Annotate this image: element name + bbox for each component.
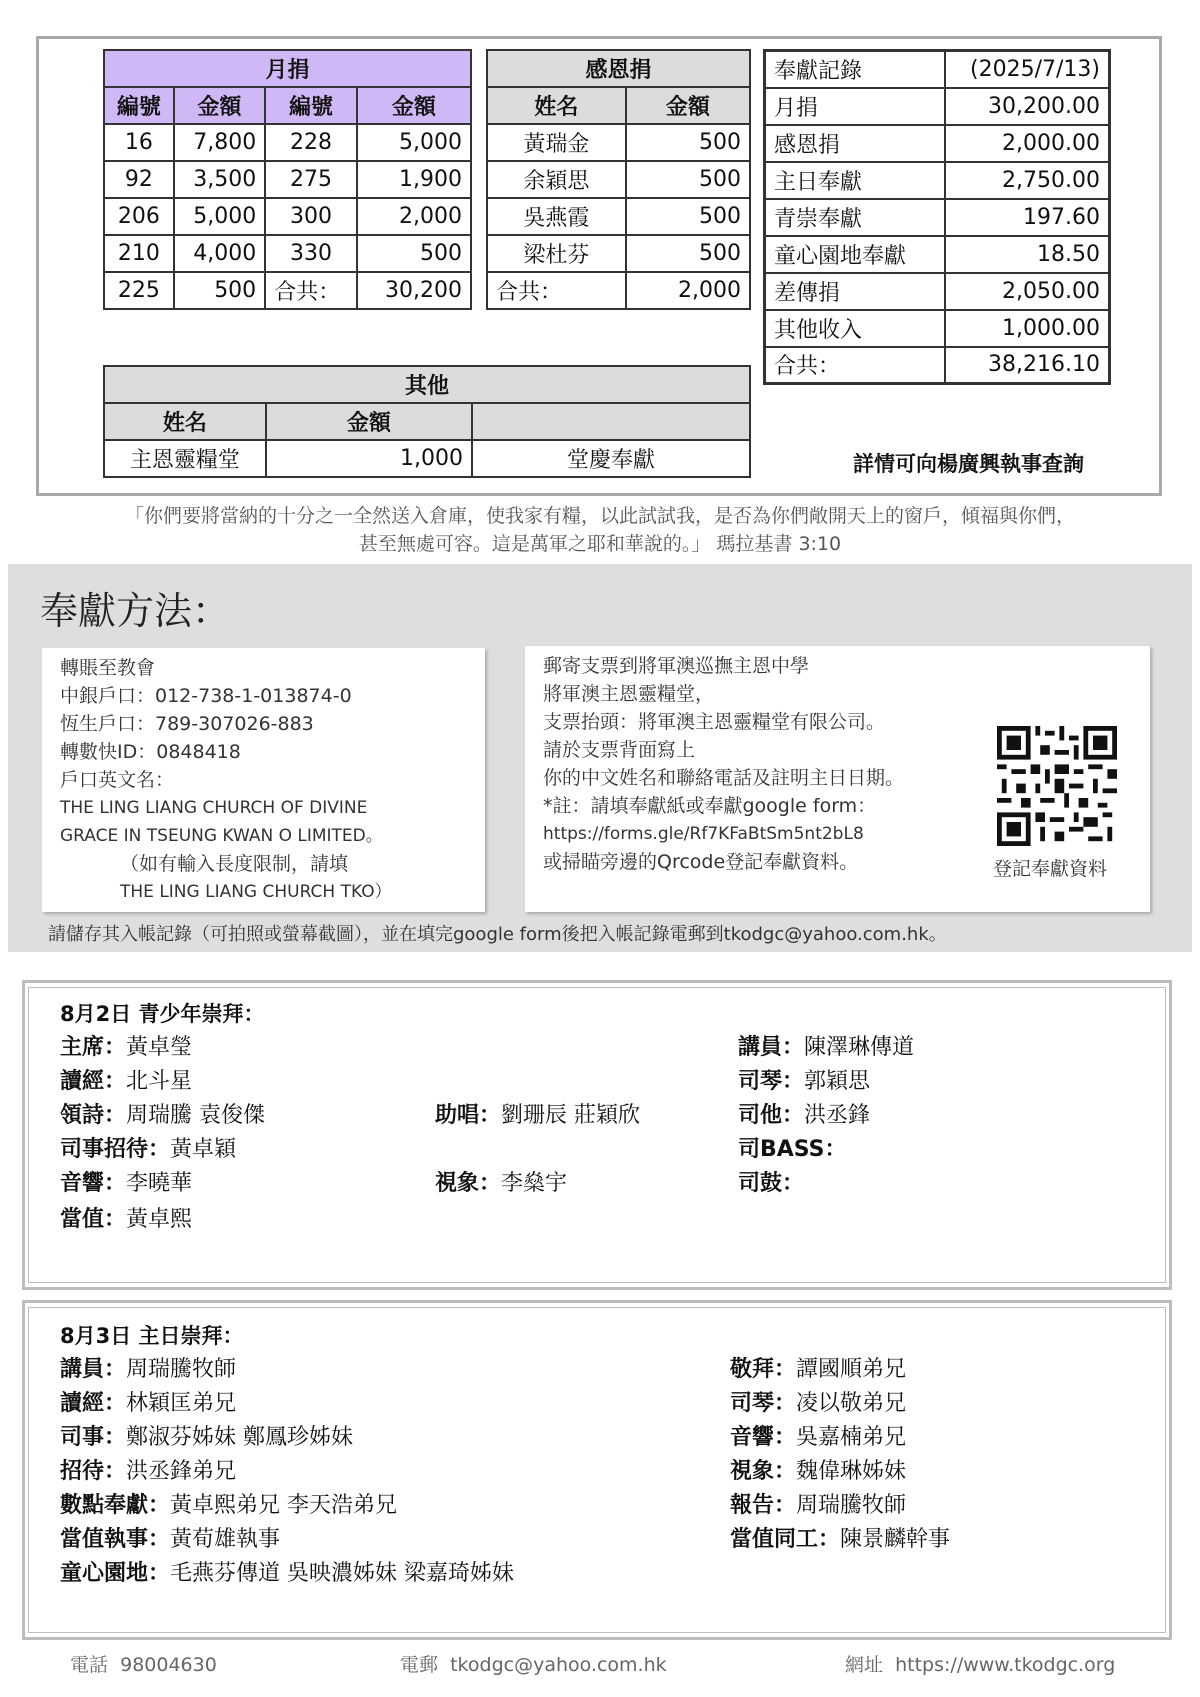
table-row [487,235,750,272]
inquiry-note: 詳情可向楊廣興執事查詢 [853,452,1084,476]
cell: 500 [626,161,750,198]
cell: 1,000 [266,440,472,477]
transfer-line: 轉賬至教會 [60,657,156,679]
cheque-card [525,646,1150,912]
transfer-line: THE LING LIANG CHURCH TKO） [120,882,392,902]
role-label: 司鼓： [738,1171,805,1196]
cell: 275 [265,161,357,198]
monthly-table [103,49,472,310]
cell: 余穎思 [487,161,626,198]
youth-chair [60,1030,192,1061]
sunday-worship [730,1352,906,1383]
cheque-lines [543,652,904,876]
cell: 500 [626,235,750,272]
role-label: 音響： [60,1171,127,1196]
record-date: (2025/7/13) [945,51,1110,88]
cell: 其他收入 [765,310,945,347]
role-label: 司琴： [738,1069,805,1094]
qr-caption: 登記奉獻資料 [993,858,1108,880]
youth-duty [60,1202,192,1233]
qr-code-icon[interactable] [997,726,1117,846]
total-label: 合共： [765,347,945,384]
youth-service-title: 8月2日 青少年崇拜： [60,1002,265,1026]
table-row [104,198,471,235]
table-row [104,235,471,272]
sunday-count [60,1488,397,1519]
table-row [765,310,1110,347]
cell: 2,000 [357,198,471,235]
total-label: 合共： [265,272,357,309]
role-value: 郭穎思 [804,1069,871,1094]
youth-piano [738,1064,870,1095]
cell: 感恩捐 [765,125,945,162]
role-label: 講員： [60,1357,127,1382]
sunday-speaker [60,1352,236,1383]
cell: 500 [626,124,750,161]
other-title: 其他 [104,366,750,403]
table-row [765,162,1110,199]
other-header [472,403,750,440]
role-label: 敬拜： [730,1357,797,1382]
role-value: 北斗星 [126,1069,193,1094]
web-link[interactable]: https://www.tkodgc.org [895,1654,1116,1676]
cheque-line: 請於支票背面寫上 [543,739,696,761]
cell: 梁杜芬 [487,235,626,272]
cell: 210 [104,235,174,272]
role-label: 數點奉獻： [60,1493,171,1518]
youth-bass [738,1132,847,1163]
role-label: 讀經： [60,1069,127,1094]
table-row [765,199,1110,236]
transfer-line: （如有輸入長度限制，請填 [120,853,349,875]
sunday-sound [730,1420,906,1451]
cell: 500 [357,235,471,272]
role-value: 凌以敬弟兄 [796,1391,907,1416]
cell: 4,000 [174,235,266,272]
table-row [104,124,471,161]
cell: 吳燕霞 [487,198,626,235]
role-value: 鄭淑芬姊妹 鄭鳳珍姊妹 [126,1425,354,1450]
table-row [104,440,750,477]
role-label: 視象： [730,1459,797,1484]
sunday-deacon [60,1522,280,1553]
cell: 206 [104,198,174,235]
role-value: 黃卓熙弟兄 李天浩弟兄 [170,1493,398,1518]
role-value: 黃卓穎 [170,1137,237,1162]
record-title: 奉獻記錄 [765,51,945,88]
role-label: 司事招待： [60,1137,171,1162]
role-value: 洪丞鋒弟兄 [126,1459,237,1484]
cheque-link[interactable]: https://forms.gle/Rf7KFaBtSm5nt2bL8 [543,824,864,844]
cell: 5,000 [174,198,266,235]
table-row [487,272,750,309]
cell: 197.60 [945,199,1110,236]
sunday-report [730,1488,906,1519]
other-header: 金額 [266,403,472,440]
role-value: 陳景麟幹事 [840,1527,951,1552]
sunday-staff [730,1522,950,1553]
thanks-title: 感恩捐 [487,50,750,87]
table-row [765,347,1110,384]
monthly-header: 編號 [104,87,174,124]
role-label: 主席： [60,1035,127,1060]
transfer-line: 戶口英文名： [60,769,175,791]
transfer-line: 中銀戶口：012-738-1-013874-0 [60,685,352,707]
cell: 堂慶奉獻 [472,440,750,477]
scripture-quote [40,502,1160,558]
role-label: 助唱： [435,1103,502,1128]
monthly-header: 金額 [174,87,266,124]
role-value: 吳嘉楠弟兄 [796,1425,907,1450]
role-label: 報告： [730,1493,797,1518]
cell: 主日奉獻 [765,162,945,199]
transfer-line: GRACE IN TSEUNG KWAN O LIMITED。 [60,826,383,846]
youth-drum [738,1166,804,1197]
transfer-line: THE LING LIANG CHURCH OF DIVINE [60,798,368,818]
other-header: 姓名 [104,403,266,440]
cell: 228 [265,124,357,161]
transfer-line: 轉數快ID：0848418 [60,741,241,763]
role-value: 李曉華 [126,1171,193,1196]
footer-phone [70,1650,217,1677]
total-value: 38,216.10 [945,347,1110,384]
table-row [104,161,471,198]
giving-note: 請儲存其入帳記錄（可拍照或螢幕截圖），並在填完google form後把入帳記錄電郵到tkodgc@yahoo.com.hk。 [48,924,947,945]
cell: 18.50 [945,236,1110,273]
role-label: 領詩： [60,1103,127,1128]
sunday-piano [730,1386,906,1417]
cell: 30,200.00 [945,88,1110,125]
role-label: 司BASS： [738,1137,847,1162]
role-label: 當值： [60,1207,127,1232]
cheque-line: 或掃瞄旁邊的Qrcode登記奉獻資料。 [543,851,859,873]
role-value: 洪丞鋒 [804,1103,871,1128]
cell: 3,500 [174,161,266,198]
cell: 1,000.00 [945,310,1110,347]
transfer-lines [60,654,392,906]
total-value: 30,200 [357,272,471,309]
role-value: 譚國順弟兄 [796,1357,907,1382]
sunday-steward [60,1420,353,1451]
quote-line: 「你們要將當納的十分之一全然送入倉庫，使我家有糧，以此試試我，是否為你們敞開天上的窗戶，傾福與你們， [124,505,1075,527]
table-row [765,88,1110,125]
cell: 2,750.00 [945,162,1110,199]
table-row [487,161,750,198]
role-value: 毛燕芬傳道 吳映濃姊妹 梁嘉琦姊妹 [170,1561,515,1586]
cell: 差傳捐 [765,273,945,310]
cell: 7,800 [174,124,266,161]
thanks-table [486,49,751,310]
table-row [487,124,750,161]
cell: 225 [104,272,174,309]
role-label: 音響： [730,1425,797,1450]
cell: 16 [104,124,174,161]
role-label: 童心園地： [60,1561,171,1586]
thanks-header: 金額 [626,87,750,124]
monthly-header: 編號 [265,87,357,124]
cell: 500 [174,272,266,309]
cheque-line: 郵寄支票到將軍澳巡撫主恩中學 [543,655,810,677]
table-row [765,273,1110,310]
cell: 2,000.00 [945,125,1110,162]
sunday-visual [730,1454,906,1485]
phone-label: 電話 [70,1654,109,1676]
role-label: 讀經： [60,1391,127,1416]
sunday-usher [60,1454,236,1485]
cheque-line: *註：請填奉獻紙或奉獻google form： [543,795,877,817]
monthly-header: 金額 [357,87,471,124]
transfer-line: 恆生戶口：789-307026-883 [60,713,314,735]
cheque-line: 將軍澳主恩靈糧堂， [543,683,715,705]
youth-sound [60,1166,192,1197]
role-value: 黃卓瑩 [126,1035,193,1060]
total-value: 2,000 [626,272,750,309]
youth-reading [60,1064,192,1095]
role-label: 當值執事： [60,1527,171,1552]
email-label: 電郵 [400,1654,439,1676]
transfer-card [42,648,485,912]
role-value: 林穎匡弟兄 [126,1391,237,1416]
role-label: 司琴： [730,1391,797,1416]
other-table [103,365,751,478]
youth-visual [435,1166,567,1197]
youth-guitar [738,1098,870,1129]
cell: 月捐 [765,88,945,125]
sunday-reading [60,1386,236,1417]
table-row [765,125,1110,162]
web-label: 網址 [845,1654,884,1676]
cheque-line: 你的中文姓名和聯絡電話及註明主日日期。 [543,767,905,789]
role-value: 黃卓熙 [126,1207,193,1232]
monthly-title: 月捐 [104,50,471,87]
table-row [487,198,750,235]
cell: 500 [626,198,750,235]
role-label: 司他： [738,1103,805,1128]
phone-value: 98004630 [120,1654,217,1676]
cheque-line: 支票抬頭：將軍澳主恩靈糧堂有限公司。 [543,711,886,733]
table-row [104,272,471,309]
youth-backup [435,1098,640,1129]
cell: 330 [265,235,357,272]
thanks-header: 姓名 [487,87,626,124]
footer-web [845,1650,1115,1677]
role-value: 周瑞騰牧師 [796,1493,907,1518]
role-value: 陳澤琳傳道 [804,1035,915,1060]
record-table [763,49,1111,385]
quote-line: 甚至無處可容。這是萬軍之耶和華說的。」 瑪拉基書 3:10 [358,533,842,555]
cell: 92 [104,161,174,198]
role-value: 李燊宇 [501,1171,568,1196]
email-link[interactable]: tkodgc@yahoo.com.hk [450,1654,667,1676]
cell: 主恩靈糧堂 [104,440,266,477]
role-label: 招待： [60,1459,127,1484]
role-value: 周瑞騰牧師 [126,1357,237,1382]
sunday-service-title: 8月3日 主日崇拜： [60,1324,244,1348]
youth-lead [60,1098,265,1129]
youth-usher [60,1132,236,1163]
role-value: 劉珊辰 莊穎欣 [501,1103,641,1128]
total-label: 合共： [487,272,626,309]
role-value: 黃荀雄執事 [170,1527,281,1552]
role-value: 魏偉琳姊妹 [796,1459,907,1484]
role-label: 司事： [60,1425,127,1450]
cell: 童心園地奉獻 [765,236,945,273]
footer-email [400,1650,667,1677]
cell: 2,050.00 [945,273,1110,310]
role-label: 講員： [738,1035,805,1060]
cell: 1,900 [357,161,471,198]
role-label: 視象： [435,1171,502,1196]
cell: 黃瑞金 [487,124,626,161]
cell: 青崇奉獻 [765,199,945,236]
role-label: 當值同工： [730,1527,841,1552]
cell: 300 [265,198,357,235]
role-value: 周瑞騰 袁俊傑 [126,1103,266,1128]
youth-speaker [738,1030,914,1061]
cell: 5,000 [357,124,471,161]
giving-title: 奉獻方法： [40,589,231,633]
table-row [765,236,1110,273]
sunday-kids [60,1556,514,1587]
